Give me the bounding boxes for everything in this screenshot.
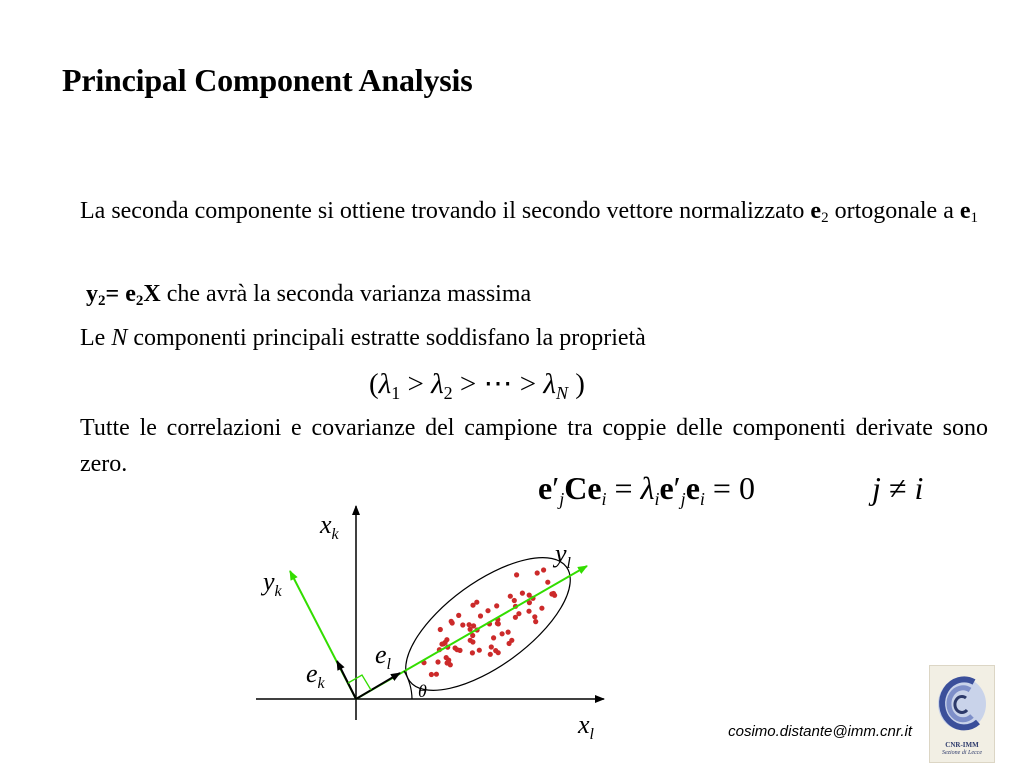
data-point [496, 650, 501, 655]
label-xk: $x_k$ [320, 510, 339, 543]
data-point [500, 631, 505, 636]
symbol-N: N [111, 325, 128, 351]
data-point [545, 580, 550, 585]
label-xl: $x_l$ [578, 710, 594, 743]
data-point [478, 613, 483, 618]
eigenvalue-ordering-formula: ($\lambda_1 > \lambda_2$ > ⋯ > $\lambda_N$ ) [369, 368, 585, 403]
data-point [488, 652, 493, 657]
label-ek: $e_k$ [306, 659, 325, 692]
vector-y2: $y_2= e_2X$ [86, 281, 161, 309]
label-yl: $y_l$ [555, 539, 571, 572]
data-point [470, 639, 475, 644]
data-point [491, 635, 496, 640]
slide-title: Principal Component Analysis [62, 62, 473, 98]
logo-line1: CNR-IMM [945, 741, 979, 749]
data-point [541, 567, 546, 572]
data-point [509, 638, 514, 643]
theta-arc [404, 671, 412, 699]
subscript-1: 1 [970, 210, 979, 226]
data-point [508, 594, 513, 599]
para2-rest: che avrà la seconda varianza massima [160, 281, 532, 307]
author-email[interactable]: cosimo.distante@imm.cnr.it [728, 723, 912, 740]
data-point [513, 615, 518, 620]
data-point [470, 650, 475, 655]
label-el: $e_l$ [375, 640, 391, 673]
data-point [527, 593, 532, 598]
data-point [460, 622, 465, 627]
data-point [456, 613, 461, 618]
data-point [444, 655, 449, 660]
subscript-2: 2 [821, 210, 829, 226]
data-point [520, 591, 525, 596]
data-point [539, 606, 544, 611]
data-point [477, 648, 482, 653]
data-point [470, 603, 475, 608]
data-point [467, 622, 472, 627]
label-yk: $y_k$ [263, 567, 282, 600]
data-point [435, 659, 440, 664]
data-point [449, 619, 454, 624]
data-point [532, 614, 537, 619]
data-point [526, 609, 531, 614]
data-point [512, 598, 517, 603]
data-point [552, 593, 557, 598]
paragraph-correlations: Tutte le correlazioni e covarianze del campione tra coppie delle componenti derivate sono zero. [80, 415, 988, 477]
para1-text-a: La seconda componente si ottiene trovando il secondo vettore normalizzato [80, 198, 811, 224]
label-theta: θ [418, 681, 427, 701]
vector-e1: e [959, 198, 971, 224]
data-point [489, 644, 494, 649]
data-point [494, 603, 499, 608]
data-point [444, 637, 449, 642]
data-point [533, 619, 538, 624]
data-point [535, 570, 540, 575]
data-point [429, 672, 434, 677]
cnr-imm-logo [929, 665, 995, 763]
para1-text-b: ortogonale a [828, 198, 960, 224]
paragraph-n-components: Le N componenti principali estratte soddisfano la proprietà [80, 325, 646, 351]
index-condition: j ≠ i [872, 470, 924, 506]
logo-line2: Sezione di Lecce [942, 750, 982, 756]
data-point [514, 572, 519, 577]
data-point [438, 627, 443, 632]
data-point [455, 647, 460, 652]
data-point [506, 630, 511, 635]
vector-e2: e [810, 198, 822, 224]
data-point [439, 642, 444, 647]
covariance-zero-formula: $e'_jCe_i = \lambda_ie'_je_i = 0$ [538, 470, 755, 509]
data-point [434, 672, 439, 677]
logo-emblem-icon [930, 668, 994, 738]
data-point [485, 608, 490, 613]
